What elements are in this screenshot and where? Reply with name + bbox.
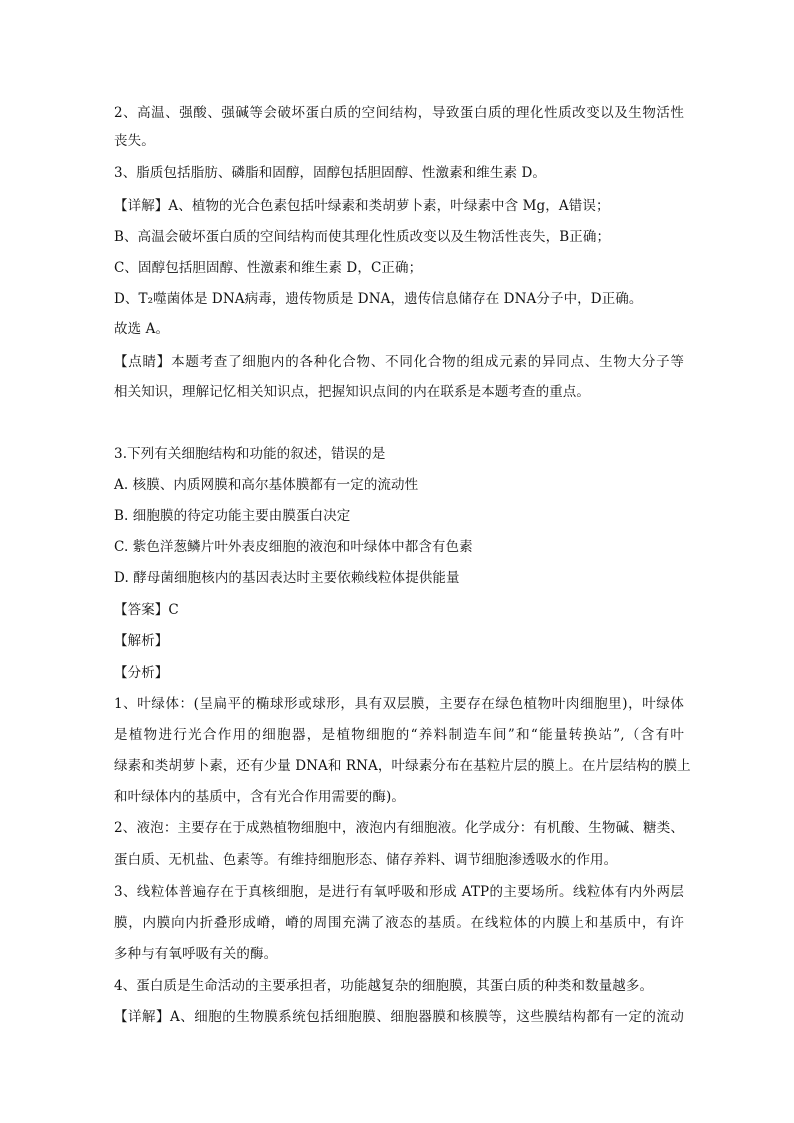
text-line: 蛋白质、无机盐、色素等。有维持细胞形态、储存养料、调节细胞渗透吸水的作用。 xyxy=(114,852,618,868)
text-line: 绿素和类胡萝卜素，还有少量 DNA和 RNA，叶绿素分布在基粒片层的膜上。在片层结构的膜上 xyxy=(114,758,691,774)
text-line: 【点睛】本题考查了细胞内的各种化合物、不同化合物的组成元素的异同点、生物大分子等 xyxy=(114,354,684,370)
analysis-subheading: 【分析】 xyxy=(114,665,169,681)
option-c: C. 紫色洋葱鳞片叶外表皮细胞的液泡和叶绿体中都含有色素 xyxy=(114,539,473,555)
option-a: A. 核膜、内质网膜和高尔基体膜都有一定的流动性 xyxy=(114,477,419,493)
answer-line: 【答案】C xyxy=(114,602,179,618)
text-line: 是植物进行光合作用的细胞器，是植物细胞的“养料制造车间”和“能量转换站”,（含有叶 xyxy=(114,727,684,743)
text-line: 膜，内膜向内折叠形成嵴，嵴的周围充满了液态的基质。在线粒体的内膜上和基质中，有许 xyxy=(114,915,684,931)
text-line: B、高温会破坏蛋白质的空间结构而使其理化性质改变以及生物活性丧失，B正确； xyxy=(114,229,611,245)
text-line: 3、线粒体普遍存在于真核细胞，是进行有氧呼吸和形成 ATP的主要场所。线粒体有内外两层 xyxy=(114,884,684,900)
text-line: 4、蛋白质是生命活动的主要承担者，功能越复杂的细胞膜，其蛋白质的种类和数量越多。 xyxy=(114,978,654,994)
text-line: 和叶绿体内的基质中，含有光合作用需要的酶)。 xyxy=(114,789,405,805)
question-stem: 3.下列有关细胞结构和功能的叙述，错误的是 xyxy=(114,446,386,462)
option-b: B. 细胞膜的待定功能主要由膜蛋白决定 xyxy=(114,508,351,524)
text-line: 多种与有氧呼吸有关的酶。 xyxy=(114,946,278,962)
text-line: C、固醇包括胆固醇、性激素和维生素 D，C正确； xyxy=(114,260,423,276)
text-line: 1、叶绿体：(呈扁平的椭球形或球形，具有双层膜，主要存在绿色植物叶肉细胞里)，叶绿体 xyxy=(114,696,684,712)
text-line: 3、脂质包括脂肪、磷脂和固醇，固醇包括胆固醇、性激素和维生素 D。 xyxy=(114,165,547,181)
text-line: 2、高温、强酸、强碱等会破坏蛋白质的空间结构，导致蛋白质的理化性质改变以及生物活性 xyxy=(114,105,684,121)
text-line: 【详解】A、细胞的生物膜系统包括细胞膜、细胞器膜和核膜等，这些膜结构都有一定的流动 xyxy=(114,1009,684,1025)
text-line: D、T₂噬菌体是 DNA病毒，遗传物质是 DNA，遗传信息储存在 DNA分子中，D正确。 xyxy=(114,291,643,307)
text-line: 2、液泡：主要存在于成熟植物细胞中，液泡内有细胞液。化学成分：有机酸、生物碱、糖类、 xyxy=(114,820,684,836)
analysis-heading: 【解析】 xyxy=(114,633,169,649)
text-line: 【详解】A、植物的光合色素包括叶绿素和类胡萝卜素，叶绿素中含 Mg，A错误； xyxy=(114,198,610,214)
text-line: 丧失。 xyxy=(114,133,155,149)
text-line: 相关知识，理解记忆相关知识点，把握知识点间的内在联系是本题考查的重点。 xyxy=(114,384,590,400)
text-line: 故选 A。 xyxy=(114,321,170,337)
option-d: D. 酵母菌细胞核内的基因表达时主要依赖线粒体提供能量 xyxy=(114,570,460,586)
